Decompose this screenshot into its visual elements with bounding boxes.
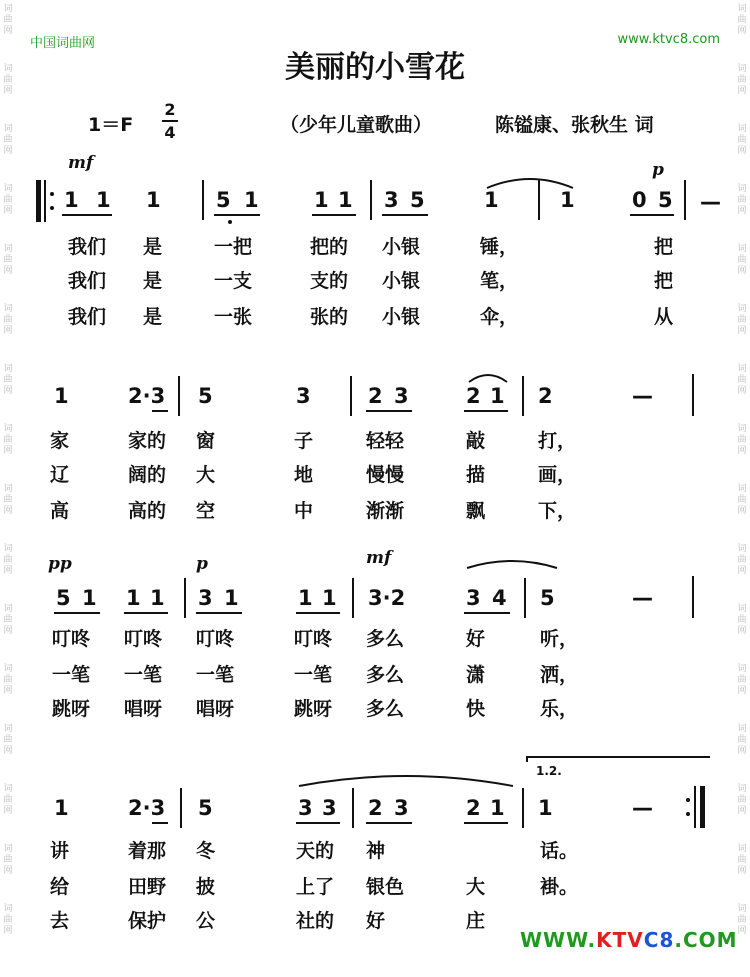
lyric: 跳呀 [52,698,91,720]
beam-underline [296,612,340,614]
note: 3 [296,384,311,408]
lyric: 一笔 [196,664,235,686]
watermark-text: 词曲网 [737,364,747,396]
watermark-text: 词曲网 [737,124,747,156]
lyric: 轻轻 [366,430,405,452]
watermark-text: 词曲网 [3,64,13,96]
note: 1 [244,188,259,212]
repeat-dot [686,812,690,816]
tie-arc [296,770,516,788]
barline [352,788,354,828]
tie-arc [484,174,576,190]
lyric: 一张 [214,306,253,328]
note: 2 [466,384,481,408]
dash-sustain: — [632,586,653,610]
watermark-text: 词曲网 [3,124,13,156]
watermark-text: 词曲网 [737,784,747,816]
lyric: 好 [366,910,386,932]
site-name-left: 中国词曲网 [30,36,96,51]
note: 5 [658,188,673,212]
repeat-start-barline [44,180,46,222]
lyric: 一笔 [52,664,91,686]
lyric: 褂。 [540,876,579,898]
watermark-right [734,0,750,977]
lyric: 多么 [366,664,405,686]
lyric: 描 [466,464,486,486]
dynamic-marking: mf [68,153,94,173]
lyric: 田野 [128,876,167,898]
repeat-end-barline [700,786,705,828]
note: 4 [492,586,507,610]
lyric: 唱呀 [196,698,235,720]
beam-underline [630,214,674,216]
lyric: 话。 [540,840,579,862]
beam-underline [124,612,168,614]
watermark-text: 词曲网 [737,244,747,276]
repeat-start-barline [36,180,41,222]
note: 2·3 [128,796,166,820]
note: 1 [490,796,505,820]
beam-underline [464,612,510,614]
key-signature: 1＝F [88,114,134,136]
lyric: 我们 [68,270,107,292]
lyric: 天的 [296,840,335,862]
beam-underline [196,612,242,614]
lyric: 敲 [466,430,486,452]
watermark-text: 词曲网 [737,664,747,696]
watermark-text: 词曲网 [3,4,13,36]
time-signature [162,100,178,142]
note: 1 [146,188,161,212]
note: 1 [484,188,499,212]
lyric: 从 [654,306,674,328]
lyric: 是 [143,306,163,328]
barline [692,374,694,416]
note: 1 [224,586,239,610]
note: 3 [198,586,213,610]
note: 1 [126,586,141,610]
watermark-text: 词曲网 [3,604,13,636]
lyric: 我们 [68,236,107,258]
watermark-text: 词曲网 [3,244,13,276]
lyric: 小银 [382,236,421,258]
lyric: 神 [366,840,386,862]
song-subtitle: （少年儿童歌曲） [280,114,433,136]
lyric: 慢慢 [366,464,405,486]
lyric: 潇 [466,664,486,686]
barline [524,578,526,618]
watermark-text: 词曲网 [737,424,747,456]
lyric: 大 [196,464,216,486]
barline [522,376,524,416]
dynamic-marking: pp [48,554,72,574]
logo-part: .COM [674,928,738,952]
barline [684,180,686,220]
lyric: 打， [538,430,577,452]
lyric: 冬 [196,840,216,862]
note: 1 [322,586,337,610]
dynamic-marking: p [652,160,664,180]
watermark-left [0,0,16,977]
lyric: 一把 [214,236,253,258]
dash-sustain: — [700,190,721,214]
site-logo [520,928,738,952]
lyric: 公 [196,910,216,932]
note: 2 [368,796,383,820]
lyric: 锤， [480,236,519,258]
watermark-text: 词曲网 [3,184,13,216]
beam-underline [296,822,340,824]
lyric: 家的 [128,430,167,452]
lyric: 高 [50,500,70,522]
repeat-dot [686,798,690,802]
lyric: 支的 [310,270,349,292]
lyric: 中 [294,500,314,522]
beam-underline [366,822,412,824]
song-title: 美丽的小雪花 [285,50,465,85]
note: 1 [538,796,553,820]
lyric: 快 [466,698,486,720]
watermark-text: 词曲网 [3,484,13,516]
lyric: 社的 [296,910,335,932]
lyric: 窗 [196,430,216,452]
barline [184,578,186,618]
note: 5 [540,586,555,610]
repeat-end-barline [694,786,696,828]
watermark-text: 词曲网 [3,724,13,756]
lyric: 空 [196,500,216,522]
repeat-dot [50,192,54,196]
note: 1 [82,586,97,610]
barline [178,376,180,416]
lyric: 是 [143,270,163,292]
lyric: 小银 [382,270,421,292]
lyric: 唱呀 [124,698,163,720]
lyric: 一笔 [294,664,333,686]
note: 3 [384,188,399,212]
lyricist-credit: 陈镒康、张秋生 词 [495,114,654,136]
watermark-text: 词曲网 [3,904,13,936]
beam-underline [312,214,356,216]
beam-underline [464,822,508,824]
barline [202,180,204,220]
watermark-text: 词曲网 [3,424,13,456]
watermark-text: 词曲网 [3,364,13,396]
note: 2 [538,384,553,408]
watermark-text: 词曲网 [737,844,747,876]
barline [180,788,182,828]
watermark-text: 词曲网 [3,844,13,876]
lyric: 大 [466,876,486,898]
lyric: 跳呀 [294,698,333,720]
logo-part: C8 [643,928,675,952]
note: 5 [198,384,213,408]
watermark-text: 词曲网 [737,604,747,636]
note: 1 [314,188,329,212]
lyric: 披 [196,876,216,898]
lyric: 把 [654,270,674,292]
beam-underline [366,410,412,412]
note: 1 [96,188,111,212]
watermark-text: 词曲网 [3,544,13,576]
beam-underline [62,214,112,216]
dash-sustain: — [632,384,653,408]
lyric: 把的 [310,236,349,258]
lyric: 笔， [480,270,519,292]
watermark-text: 词曲网 [737,304,747,336]
lyric: 小银 [382,306,421,328]
note: 2·3 [128,384,166,408]
watermark-text: 词曲网 [3,784,13,816]
barline [370,180,372,220]
lyric: 家 [50,430,70,452]
lyric: 画， [538,464,577,486]
volta-number: 1.2. [536,764,562,778]
tie-arc [464,556,560,570]
lyric: 高的 [128,500,167,522]
note: 3 [298,796,313,820]
lyric: 地 [294,464,314,486]
lyric: 乐， [540,698,579,720]
note: 0 [632,188,647,212]
note: 1 [560,188,575,212]
note: 1 [64,188,79,212]
lyric: 给 [50,876,70,898]
watermark-text: 词曲网 [737,484,747,516]
lyric: 飘 [466,500,486,522]
time-signature-bottom: 4 [164,123,176,142]
time-signature-top: 2 [164,100,176,119]
note: 1 [150,586,165,610]
lyric: 洒， [540,664,579,686]
lyric: 叮咚 [294,628,333,650]
lyric: 保护 [128,910,167,932]
lyric: 阔的 [128,464,167,486]
lyric: 叮咚 [52,628,91,650]
lyric: 渐渐 [366,500,405,522]
note: 3 [466,586,481,610]
lyric: 着那 [128,840,167,862]
lyric: 一笔 [124,664,163,686]
dash-sustain: — [632,796,653,820]
barline [692,576,694,618]
lyric: 辽 [50,464,70,486]
note: 3 [394,796,409,820]
beam-underline [152,822,168,824]
note: 2 [368,384,383,408]
watermark-text: 词曲网 [737,184,747,216]
lyric: 我们 [68,306,107,328]
dynamic-marking: mf [366,548,392,568]
note: 1 [338,188,353,212]
lyric: 庄 [466,910,486,932]
dynamic-marking: p [196,554,208,574]
lyric: 叮咚 [124,628,163,650]
logo-part: KTV [596,928,644,952]
watermark-text: 词曲网 [737,4,747,36]
lyric: 好 [466,628,486,650]
octave-dot [228,220,232,224]
barline [522,788,524,828]
lyric: 下， [538,500,577,522]
beam-underline [464,410,508,412]
note: 1 [54,796,69,820]
watermark-text: 词曲网 [3,664,13,696]
logo-part: WWW. [520,928,597,952]
watermark-text: 词曲网 [3,304,13,336]
beam-underline [214,214,260,216]
lyric: 上了 [296,876,335,898]
note: 1 [54,384,69,408]
lyric: 把 [654,236,674,258]
lyric: 是 [143,236,163,258]
volta-bracket [526,756,710,762]
note: 5 [410,188,425,212]
lyric: 讲 [50,840,70,862]
note: 3 [322,796,337,820]
note: 5 [56,586,71,610]
watermark-text: 词曲网 [737,544,747,576]
lyric: 多么 [366,628,405,650]
lyric: 伞， [480,306,519,328]
note: 3·2 [368,586,406,610]
repeat-dot [50,206,54,210]
note: 5 [198,796,213,820]
site-url-right: www.ktvc8.com [617,32,720,47]
note: 3 [394,384,409,408]
lyric: 叮咚 [196,628,235,650]
watermark-text: 词曲网 [737,904,747,936]
note: 2 [466,796,481,820]
lyric: 一支 [214,270,253,292]
lyric: 听， [540,628,579,650]
barline [352,578,354,618]
lyric: 去 [50,910,70,932]
lyric: 多么 [366,698,405,720]
note: 1 [490,384,505,408]
slur-arc [466,370,510,384]
beam-underline [382,214,428,216]
lyric: 子 [294,430,314,452]
note: 1 [298,586,313,610]
note: 5 [216,188,231,212]
lyric: 张的 [310,306,349,328]
watermark-text: 词曲网 [737,724,747,756]
barline [350,376,352,416]
lyric: 银色 [366,876,405,898]
beam-underline [54,612,100,614]
beam-underline [152,410,168,412]
watermark-text: 词曲网 [737,64,747,96]
